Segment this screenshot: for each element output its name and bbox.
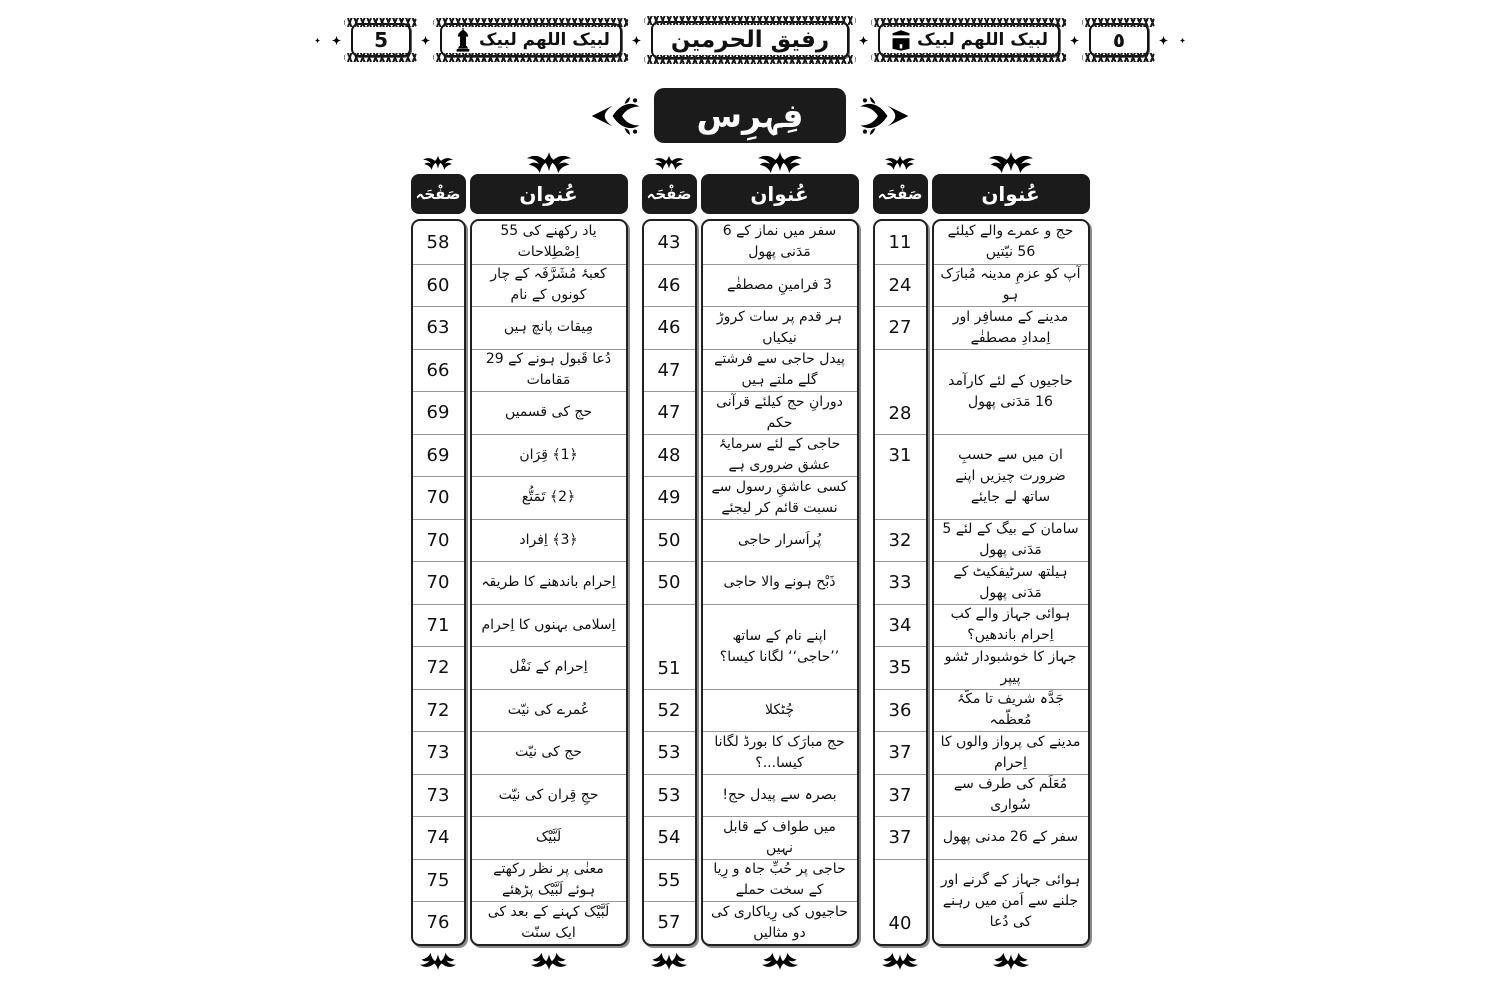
toc-page-number: 70 (413, 561, 464, 604)
toc-page-number: 60 (413, 264, 464, 307)
toc-entry-title: سامان کے بیگ کے لئے 5 مَدَنی پھول (934, 519, 1088, 562)
toc-entry-title: عُمرے کی نیّت (472, 689, 626, 732)
page-number-column (873, 219, 928, 946)
toc-page-number: 50 (644, 519, 695, 562)
crown-fleuron-icon (517, 152, 581, 174)
toc-entry-title: حج و عمرے والے کیلئے 56 نیّتیں (947, 223, 1074, 261)
toc-entry-title: جَدَّہ شریف تا مکّۂ مُعظّمہ (934, 689, 1088, 732)
toc-page-number: 73 (413, 774, 464, 817)
toc-page-number: 46 (644, 306, 695, 349)
toc-entry-title: حج کی قسمیں (472, 391, 626, 434)
toc-entry-title: اِسلامی بہنوں کا اِحرام (472, 604, 626, 647)
page-title: فِہرِس (654, 88, 846, 143)
cross-floral-icon (1067, 33, 1082, 48)
toc-column-middle (642, 153, 859, 973)
inverted-fleuron-icon (414, 949, 462, 973)
toc-entry-title: دُعا قَبول ہونے کے 29 مَقامات (472, 349, 626, 392)
cross-floral-icon (1178, 36, 1187, 45)
toc-entry-title: ذَبْح ہونے والا حاجی (703, 561, 857, 604)
toc-entry-title: حج مبارَک کا بورڈ لگانا کیسا...؟ (703, 731, 857, 774)
page-number-column (411, 219, 466, 946)
toc-page-number: 50 (644, 561, 695, 604)
toc-entry-title: پیدل حاجی سے فرشتے گلے ملتے ہیں (703, 349, 857, 392)
toc-page-number: 37 (875, 774, 926, 817)
crown-fleuron-icon (979, 152, 1043, 174)
toc-entry-title: حجِ قِران کی نیّت (472, 774, 626, 817)
toc-page-number: 52 (644, 689, 695, 732)
toc-entry-title: مِیقات پانچ ہیں (472, 306, 626, 349)
toc-entry-title: پُراَسرار حاجی (703, 519, 857, 562)
toc-entry-title: حج کی نیّت (472, 731, 626, 774)
toc-page-number: 70 (413, 519, 464, 562)
crown-fleuron-icon (748, 152, 812, 174)
toc-entry-title: معنٰی پر نظر رکھتے ہوئے لَبَّیْک پڑھئے (472, 859, 626, 902)
toc-page-number: 66 (413, 349, 464, 392)
toc-entry-title: یاد رکھنے کی 55 اِصْطِلاحات (500, 223, 597, 261)
inverted-fleuron-icon (525, 949, 573, 973)
labbaik-right-text: لبیک اللھم لبیک (917, 30, 1048, 50)
title-column (932, 219, 1090, 946)
page-number-arabic: ٥ (1089, 23, 1149, 57)
toc-page-number: 58 (426, 231, 450, 253)
crown-fleuron-icon (880, 152, 920, 174)
toc-page-number: 43 (657, 231, 681, 253)
inverted-fleuron-icon (756, 949, 804, 973)
toc-page-number: 74 (413, 816, 464, 859)
toc-page-number: 37 (875, 731, 926, 774)
toc-page-number: 27 (875, 306, 926, 349)
page-header-band (374, 16, 1126, 64)
crown-fleuron-icon (649, 152, 689, 174)
cross-floral-icon (856, 33, 871, 48)
toc-entry-title: مدینے کی پرواز والوں کا اِحرام (934, 731, 1088, 774)
title-column-header: عُنوان (470, 174, 628, 214)
toc-entry-title: بصرہ سے پیدل حج! (703, 774, 857, 817)
toc-page-number: 57 (644, 901, 695, 944)
toc-page-number: 28 (875, 349, 926, 434)
toc-page-number: 35 (875, 646, 926, 689)
inverted-fleuron-icon (987, 949, 1035, 973)
leaf-flourish-icon (590, 94, 642, 138)
toc-page-number: 48 (644, 434, 695, 477)
labbaik-right-box (878, 23, 1060, 57)
toc-column-right (873, 153, 1090, 973)
toc-entry-title: اپنے نام کے ساتھ ’’حاجی‘‘ لگانا کیسا؟ (703, 604, 857, 689)
toc-page-number: 54 (644, 816, 695, 859)
cross-floral-icon (313, 36, 322, 45)
cross-floral-icon (1156, 33, 1171, 48)
toc-page-number: 37 (875, 816, 926, 859)
page-number-column (642, 219, 697, 946)
toc-page-number: 36 (875, 689, 926, 732)
toc-entry-title: لَبَّیْک (472, 816, 626, 859)
toc-entry-title: ہیلتھ سرٹیفکیٹ کے مَدَنی پھول (934, 561, 1088, 604)
toc-page-number: 34 (875, 604, 926, 647)
toc-entry-title: حاجی پر حُبِّ جاہ و رِیا کے سخت حملے (703, 859, 857, 902)
toc-entry-title: ﴿1﴾ قِرَان (472, 434, 626, 477)
toc-entry-title: حاجیوں کے لئے کارآمد 16 مَدَنی پھول (934, 349, 1088, 434)
toc-page-number: 75 (413, 859, 464, 902)
title-column (470, 219, 628, 946)
toc-column-left (411, 153, 628, 973)
toc-page-number: 53 (644, 731, 695, 774)
toc-entry-title: سفر میں نماز کے 6 مَدَنی پھول (722, 223, 837, 261)
toc-page-number: 53 (644, 774, 695, 817)
title-column-header: عُنوان (932, 174, 1090, 214)
book-title: رفیق الحرمین (651, 21, 849, 59)
toc-page-number: 71 (413, 604, 464, 647)
toc-entry-title: دورانِ حج کیلئے قرآنی حکم (703, 391, 857, 434)
toc-entry-title: ہوائی جہاز کے گرنے اور جلنے سے اَمن میں رہنے کی دُعا (934, 859, 1088, 944)
toc-entry-title: ہوائی جہاز والے کب اِحرام باندھیں؟ (934, 604, 1088, 647)
toc-entry-title: آپ کو عزمِ مدینہ مُبارَک ہو (934, 264, 1088, 307)
title-column (701, 219, 859, 946)
toc-page-number: 69 (413, 391, 464, 434)
toc-entry-title: کسی عاشقِ رسول سے نسبت قائم کر لیجئے (703, 476, 857, 519)
toc-entry-title: لَبَّیْک کہنے کے بعد کی ایک سنّت (472, 901, 626, 944)
toc-page-number: 70 (413, 476, 464, 519)
inverted-fleuron-icon (645, 949, 693, 973)
toc-entry-title: سفر کے 26 مدنی پھول (934, 816, 1088, 859)
labbaik-left-box (440, 23, 622, 57)
cross-floral-icon (629, 33, 644, 48)
toc-page-number: 63 (413, 306, 464, 349)
toc-page-number: 32 (875, 519, 926, 562)
page-number-latin: 5 (351, 23, 411, 57)
inverted-fleuron-icon (876, 949, 924, 973)
toc-entry-title: مُعَلِّم کی طرف سے سُواری (934, 774, 1088, 817)
cross-floral-icon (329, 33, 344, 48)
toc-page-number: 33 (875, 561, 926, 604)
toc-entry-title: ان میں سے حسبِ ضرورت چیزیں اپنے ساتھ لے جایئے (934, 434, 1088, 519)
toc-entry-title: ہر قدم پر سات کروڑ نیکیاں (703, 306, 857, 349)
toc-entry-title: 3 فرامینِ مصطفٰے (703, 264, 857, 307)
toc-page-number: 72 (413, 646, 464, 689)
toc-entry-title: حاجیوں کی رِیاکاری کی دو مثالیں (703, 901, 857, 944)
toc-page-number: 47 (644, 349, 695, 392)
toc-page-number: 47 (644, 391, 695, 434)
cross-floral-icon (418, 33, 433, 48)
toc-page-number: 72 (413, 689, 464, 732)
page-title-row (405, 88, 1095, 143)
toc-entry-title: حاجی کے لئے سرمایۂ عشق ضروری ہے (703, 434, 857, 477)
minaret-icon (452, 28, 474, 52)
toc-columns (405, 153, 1095, 973)
toc-page-number: 40 (875, 859, 926, 944)
kaaba-icon (890, 28, 912, 52)
labbaik-left-text: لبیک اللھم لبیک (479, 30, 610, 50)
toc-page-number: 24 (875, 264, 926, 307)
toc-entry-title: ﴿2﴾ تَمَتُّع (472, 476, 626, 519)
toc-entry-title: اِحرام باندھنے کا طریقہ (472, 561, 626, 604)
toc-page-number: 31 (875, 434, 926, 519)
page-column-header: صَفْحَہ (411, 174, 466, 214)
toc-entry-title: اِحرام کے نَفْل (472, 646, 626, 689)
toc-page-number: 69 (413, 434, 464, 477)
toc-entry-title: میں طواف کے قابل نہیں (703, 816, 857, 859)
toc-page-number: 51 (644, 604, 695, 689)
toc-page-number: 55 (644, 859, 695, 902)
title-column-header: عُنوان (701, 174, 859, 214)
crown-fleuron-icon (418, 152, 458, 174)
leaf-flourish-icon (858, 94, 910, 138)
page-column-header: صَفْحَہ (642, 174, 697, 214)
toc-page-number: 11 (888, 231, 912, 253)
toc-entry-title: چُٹکلا (703, 689, 857, 732)
toc-page-number: 76 (413, 901, 464, 944)
toc-entry-title: مدینے کے مسافِر اور اِمدادِ مصطفٰے (934, 306, 1088, 349)
page-column-header: صَفْحَہ (873, 174, 928, 214)
toc-entry-title: جہاز کا خوشبودار ٹشو پیپر (934, 646, 1088, 689)
toc-page-number: 73 (413, 731, 464, 774)
toc-entry-title: ﴿3﴾ اِفراد (472, 519, 626, 562)
toc-entry-title: کعبۂ مُشَرَّفَہ کے چار کونوں کے نام (472, 264, 626, 307)
toc-page-number: 46 (644, 264, 695, 307)
toc-page-number: 49 (644, 476, 695, 519)
